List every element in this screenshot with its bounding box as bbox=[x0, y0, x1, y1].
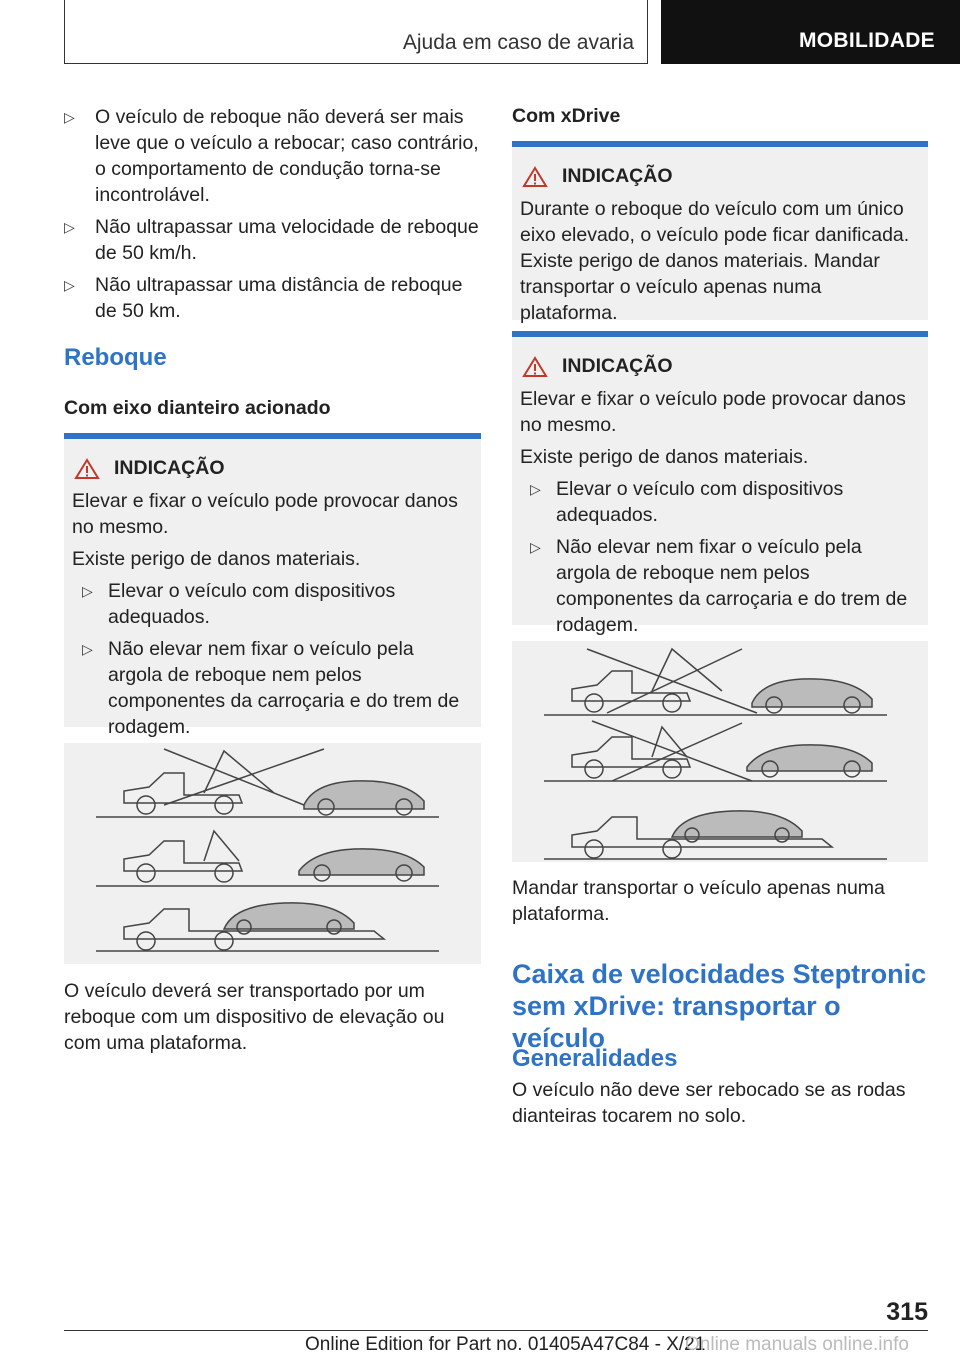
towing-illustration bbox=[64, 743, 481, 964]
note-title-text: INDICAÇÃO bbox=[562, 355, 673, 377]
list-item: ▷ Não elevar nem fixar o veículo pela argola de reboque nem pelos componentes da carroçaria e do trem de rodagem. bbox=[520, 534, 920, 638]
note-text: Elevar e fixar o veículo pode provocar danos no mesmo. bbox=[520, 388, 906, 436]
note-title-text: INDICAÇÃO bbox=[562, 165, 673, 187]
warning-note bbox=[512, 141, 928, 324]
figure-caption: Mandar transportar o veículo apenas numa plataforma. bbox=[512, 877, 885, 925]
note-text: Existe perigo de danos materiais. bbox=[72, 548, 361, 570]
header-tab-label: MOBILIDADE bbox=[799, 29, 935, 52]
list-item: ▷ O veículo de reboque não deverá ser mais leve que o veículo a rebocar; caso contrário, o comportamento de condução torna-se incontrolável. bbox=[64, 104, 481, 208]
note-bullet-list bbox=[520, 476, 920, 638]
note-title bbox=[72, 457, 473, 480]
note-title bbox=[520, 165, 920, 188]
note-title bbox=[520, 355, 920, 378]
warning-note bbox=[64, 433, 481, 738]
footer-divider bbox=[64, 1330, 928, 1331]
warning-note bbox=[512, 331, 928, 636]
edition-text: Online Edition for Part no. 01405A47C84 - X/21 bbox=[305, 1334, 706, 1355]
list-item: ▷ Elevar o veículo com dispositivos adequados. bbox=[520, 476, 920, 528]
warning-icon bbox=[522, 356, 548, 378]
figure-caption: O veículo deverá ser transportado por um reboque com um dispositivo de elevação ou com uma plataforma. bbox=[64, 980, 445, 1054]
sub-heading: Com xDrive bbox=[512, 105, 621, 127]
header-tab bbox=[661, 0, 960, 64]
sub-heading: Com eixo dianteiro acionado bbox=[64, 397, 331, 419]
list-item: ▷ Elevar o veículo com dispositivos adequados. bbox=[72, 578, 473, 630]
header-section-title: Ajuda em caso de avaria bbox=[402, 31, 634, 54]
warning-icon bbox=[522, 166, 548, 188]
page-number: 315 bbox=[886, 1298, 928, 1326]
towing-drawing bbox=[64, 743, 481, 964]
note-text: Durante o reboque do veículo com um único eixo elevado, o veículo pode ficar danificada. Existe perigo de danos materiais. Mandar transportar o veículo apenas numa plataforma. bbox=[520, 198, 910, 324]
note-text: Existe perigo de danos materiais. bbox=[520, 446, 809, 468]
list-item: ▷ Não ultrapassar uma distância de reboque de 50 km. bbox=[64, 272, 481, 324]
towing-illustration bbox=[512, 641, 928, 862]
list-item: ▷ Não elevar nem fixar o veículo pela argola de reboque nem pelos componentes da carroçaria e do trem de rodagem. bbox=[72, 636, 473, 740]
left-bullet-list bbox=[64, 104, 481, 330]
towing-drawing bbox=[512, 641, 928, 862]
list-item: ▷ Não ultrapassar uma velocidade de reboque de 50 km/h. bbox=[64, 214, 481, 266]
watermark: Online manuals online.info bbox=[685, 1334, 909, 1355]
note-title-text: INDICAÇÃO bbox=[114, 457, 225, 479]
section-heading: Generalidades bbox=[512, 1045, 678, 1072]
chapter-heading: Caixa de velocidades Steptronic sem xDrive: transportar o veículo bbox=[512, 959, 927, 1053]
note-bullet-list bbox=[72, 578, 473, 740]
warning-icon bbox=[74, 458, 100, 480]
note-text: Elevar e fixar o veículo pode provocar danos no mesmo. bbox=[72, 490, 458, 538]
body-paragraph: O veículo não deve ser rebocado se as rodas dianteiras tocarem no solo. bbox=[512, 1079, 906, 1127]
section-heading: Reboque bbox=[64, 344, 167, 371]
